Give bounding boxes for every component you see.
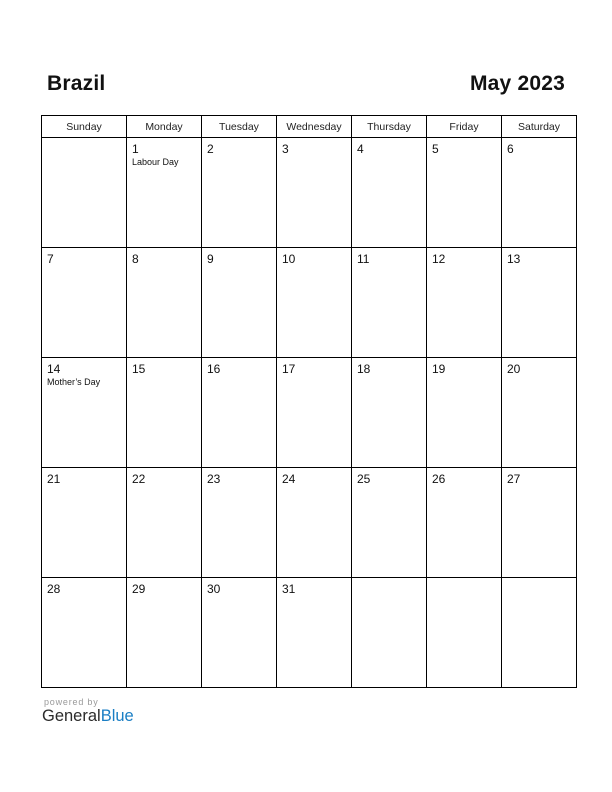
day-number: 14 (47, 362, 61, 376)
powered-by-label: powered by (44, 697, 99, 707)
day-number: 16 (207, 362, 221, 376)
brand-blue-text: Blue (100, 707, 134, 725)
day-cell (277, 138, 352, 248)
day-number: 7 (47, 252, 54, 266)
brand-general-text: General (42, 707, 101, 725)
day-number: 9 (207, 252, 214, 266)
day-number: 21 (47, 472, 61, 486)
day-number: 3 (282, 142, 289, 156)
day-number: 11 (357, 252, 370, 266)
day-number: 28 (47, 582, 61, 596)
day-number: 15 (132, 362, 146, 376)
day-cell (127, 358, 202, 468)
day-cell (427, 358, 502, 468)
day-number: 4 (357, 142, 364, 156)
day-number: 18 (357, 362, 371, 376)
day-cell (202, 248, 277, 358)
day-number: 30 (207, 582, 221, 596)
weekday-header-sunday: Sunday (42, 116, 127, 138)
day-number: 13 (507, 252, 521, 266)
day-cell (502, 358, 577, 468)
week-row (42, 468, 577, 578)
day-cell (427, 248, 502, 358)
day-cell (277, 248, 352, 358)
month-year-title: May 2023 (469, 72, 565, 95)
weekday-header-saturday: Saturday (502, 116, 577, 138)
day-cell (502, 138, 577, 248)
day-number: 26 (432, 472, 446, 486)
day-cell (352, 248, 427, 358)
weekday-header-wednesday: Wednesday (277, 116, 352, 138)
day-cell (277, 358, 352, 468)
day-number: 6 (507, 142, 514, 156)
day-number: 25 (357, 472, 371, 486)
day-number: 23 (207, 472, 221, 486)
day-cell (202, 468, 277, 578)
day-cell (502, 468, 577, 578)
holiday-label: Mother’s Day (47, 377, 101, 387)
day-number: 2 (207, 142, 214, 156)
holiday-label: Labour Day (132, 157, 179, 167)
day-cell (42, 578, 127, 688)
generalblue-logo (42, 707, 134, 726)
day-cell (127, 248, 202, 358)
week-row (42, 248, 577, 358)
day-cell (202, 138, 277, 248)
day-number: 12 (432, 252, 446, 266)
day-cell (502, 578, 577, 688)
country-title: Brazil (47, 72, 106, 95)
day-cell (42, 248, 127, 358)
day-cell (277, 578, 352, 688)
footer-branding (42, 697, 134, 726)
day-number: 5 (432, 142, 439, 156)
day-number: 19 (432, 362, 446, 376)
day-number: 1 (132, 142, 139, 156)
day-cell (42, 138, 127, 248)
weekday-header-row (42, 116, 577, 138)
day-cell (42, 358, 127, 468)
day-cell (202, 358, 277, 468)
day-cell (127, 578, 202, 688)
day-cell (127, 138, 202, 248)
day-cell (427, 468, 502, 578)
day-cell (427, 578, 502, 688)
week-row (42, 578, 577, 688)
weekday-header-tuesday: Tuesday (202, 116, 277, 138)
day-cell (42, 468, 127, 578)
calendar-grid (41, 115, 577, 688)
day-cell (352, 468, 427, 578)
day-number: 31 (282, 582, 296, 596)
day-cell (352, 138, 427, 248)
week-row (42, 358, 577, 468)
week-row (42, 138, 577, 248)
day-number: 27 (507, 472, 521, 486)
day-number: 24 (282, 472, 296, 486)
day-number: 29 (132, 582, 146, 596)
weekday-header-monday: Monday (127, 116, 202, 138)
day-cell (427, 138, 502, 248)
day-number: 20 (507, 362, 521, 376)
weekday-header-thursday: Thursday (352, 116, 427, 138)
day-cell (352, 358, 427, 468)
day-cell (352, 578, 427, 688)
weekday-header-friday: Friday (427, 116, 502, 138)
day-cell (502, 248, 577, 358)
day-number: 17 (282, 362, 296, 376)
day-number: 22 (132, 472, 146, 486)
day-number: 8 (132, 252, 139, 266)
day-cell (277, 468, 352, 578)
day-cell (202, 578, 277, 688)
day-number: 10 (282, 252, 296, 266)
day-cell (127, 468, 202, 578)
